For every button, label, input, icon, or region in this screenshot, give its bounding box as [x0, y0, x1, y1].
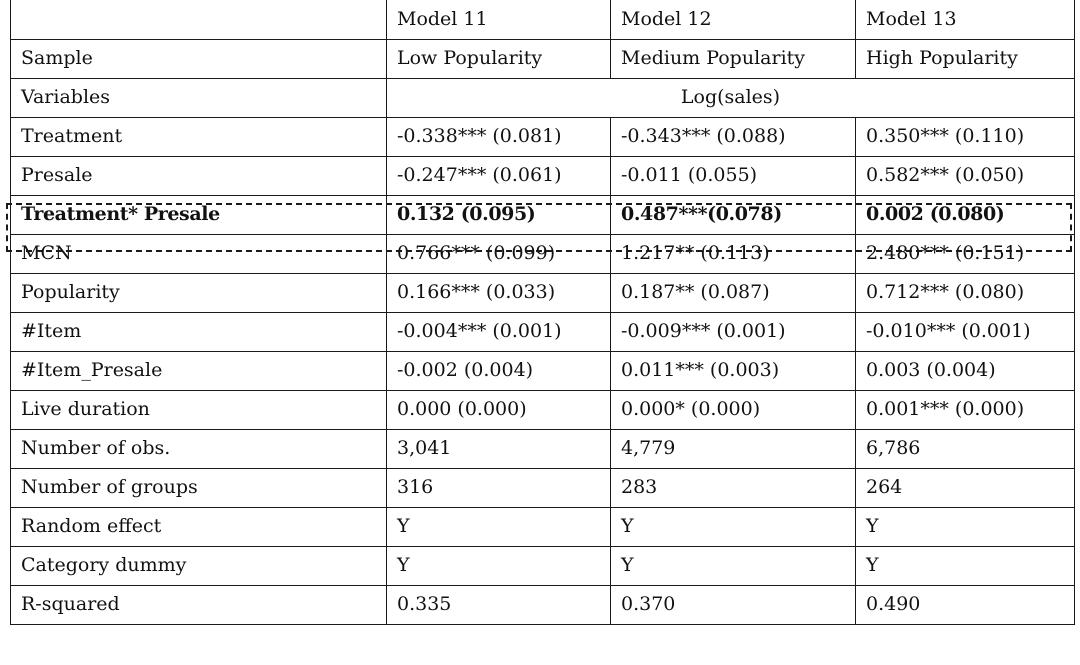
cell-model-13: 264 [856, 468, 1075, 507]
row-label: MCN [11, 234, 387, 273]
cell-model-12: 0.487***(0.078) [611, 195, 856, 234]
cell-model-13: Y [856, 546, 1075, 585]
row-treatment [11, 117, 1075, 156]
cell-model-12: -0.011 (0.055) [611, 156, 856, 195]
cell-model-12: 4,779 [611, 429, 856, 468]
cell-model-13: 0.490 [856, 585, 1075, 624]
row-label: Random effect [11, 507, 387, 546]
cell-model-13: 2.480*** (0.151) [856, 234, 1075, 273]
cell-model-13: 0.001*** (0.000) [856, 390, 1075, 429]
row-number-of-obs [11, 429, 1075, 468]
cell-model-13: 0.712*** (0.080) [856, 273, 1075, 312]
row-sample [11, 39, 1075, 78]
row-category-dummy [11, 546, 1075, 585]
cell-model-12: -0.009*** (0.001) [611, 312, 856, 351]
row-r-squared [11, 585, 1075, 624]
row-label: Live duration [11, 390, 387, 429]
row-label: Variables [11, 78, 387, 117]
cell-model-11: -0.002 (0.004) [387, 351, 611, 390]
row-label: Popularity [11, 273, 387, 312]
header-model-13: Model 13 [856, 0, 1075, 39]
cell-model-12: Y [611, 507, 856, 546]
cell-model-11: 0.132 (0.095) [387, 195, 611, 234]
header-model-12: Model 12 [611, 0, 856, 39]
row-popularity [11, 273, 1075, 312]
cell-model-13: 0.582*** (0.050) [856, 156, 1075, 195]
row-live-duration [11, 390, 1075, 429]
cell-model-11: -0.338*** (0.081) [387, 117, 611, 156]
cell-model-13: 0.002 (0.080) [856, 195, 1075, 234]
row-label: R-squared [11, 585, 387, 624]
row-random-effect [11, 507, 1075, 546]
cell-model-11: 3,041 [387, 429, 611, 468]
row-mcn [11, 234, 1075, 273]
cell-model-12: 1.217** (0.113) [611, 234, 856, 273]
cell-model-11: 0.766*** (0.099) [387, 234, 611, 273]
row-label: Number of obs. [11, 429, 387, 468]
cell-model-11: 0.335 [387, 585, 611, 624]
row-treatment-presale [11, 195, 1075, 234]
cell-model-13: -0.010*** (0.001) [856, 312, 1075, 351]
row-variables [11, 78, 1075, 117]
header-blank-cell [11, 0, 387, 39]
row-label: Presale [11, 156, 387, 195]
row-label: Treatment* Presale [11, 195, 387, 234]
cell-model-13: 6,786 [856, 429, 1075, 468]
row-label: Number of groups [11, 468, 387, 507]
row-label: Category dummy [11, 546, 387, 585]
cell-model-11: Y [387, 546, 611, 585]
cell-model-13: High Popularity [856, 39, 1075, 78]
row-item-presale [11, 351, 1075, 390]
cell-model-13: Y [856, 507, 1075, 546]
dependent-variable-cell: Log(sales) [387, 78, 1075, 117]
cell-model-11: 0.166*** (0.033) [387, 273, 611, 312]
cell-model-12: 0.187** (0.087) [611, 273, 856, 312]
regression-results-table [10, 0, 1075, 625]
header-row [11, 0, 1075, 39]
cell-model-12: -0.343*** (0.088) [611, 117, 856, 156]
cell-model-11: -0.247*** (0.061) [387, 156, 611, 195]
cell-model-13: 0.003 (0.004) [856, 351, 1075, 390]
cell-model-12: 0.000* (0.000) [611, 390, 856, 429]
cell-model-12: 0.011*** (0.003) [611, 351, 856, 390]
row-label: Sample [11, 39, 387, 78]
cell-model-13: 0.350*** (0.110) [856, 117, 1075, 156]
header-model-11: Model 11 [387, 0, 611, 39]
cell-model-11: 0.000 (0.000) [387, 390, 611, 429]
row-item [11, 312, 1075, 351]
cell-model-11: 316 [387, 468, 611, 507]
row-label: Treatment [11, 117, 387, 156]
cell-model-12: Medium Popularity [611, 39, 856, 78]
row-label: #Item [11, 312, 387, 351]
cell-model-12: 283 [611, 468, 856, 507]
cell-model-12: 0.370 [611, 585, 856, 624]
cell-model-11: -0.004*** (0.001) [387, 312, 611, 351]
cell-model-12: Y [611, 546, 856, 585]
row-number-of-groups [11, 468, 1075, 507]
row-presale [11, 156, 1075, 195]
row-label: #Item_Presale [11, 351, 387, 390]
cell-model-11: Y [387, 507, 611, 546]
cell-model-11: Low Popularity [387, 39, 611, 78]
